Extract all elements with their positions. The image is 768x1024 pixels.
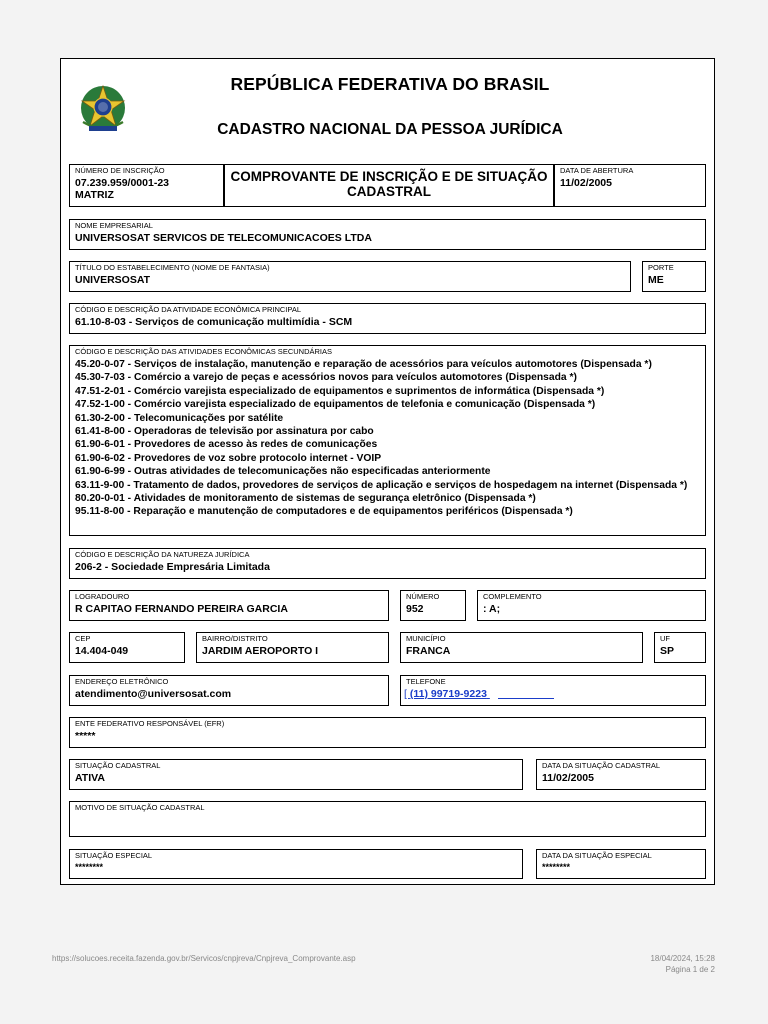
list-item: 47.52-1-00 - Comércio varejista especializado de equipamentos de telefonia e comunicação (Dispensada *) [75,399,596,411]
page-title: REPÚBLICA FEDERATIVA DO BRASIL [230,74,550,94]
list-item: 61.90-6-01 - Provedores de acesso às redes de comunicações [75,439,378,451]
titulo-label: TÍTULO DO ESTABELECIMENTO (NOME DE FANTASIA) [75,263,270,272]
complemento-value: : A; [483,603,501,615]
municipio-label: MUNICÍPIO [406,634,446,643]
list-item: 45.20-0-07 - Serviços de instalação, manutenção e reparação de acessórios para veículos automotores (Dispensada *) [75,359,652,370]
titulo-box [69,261,631,292]
email-value: atendimento@universosat.com [75,688,232,700]
telefone-underline [498,698,554,699]
porte-label: PORTE [648,263,674,272]
atividades-secundarias-list [75,358,700,519]
situacao-box [69,759,523,790]
abertura-label: DATA DE ABERTURA [560,166,634,175]
telefone-bracket: [ [404,688,410,700]
footer-datetime: 18/04/2024, 15:28 [650,954,715,963]
telefone-label: TELEFONE [406,677,446,686]
comprovante-title-box [224,164,554,207]
inscricao-label: NÚMERO DE INSCRIÇÃO [75,166,165,175]
numero-value: 952 [406,603,424,615]
page-subtitle: CADASTRO NACIONAL DA PESSOA JURÍDICA [217,121,563,138]
brazil-coat-of-arms-icon [77,82,129,136]
cep-label: CEP [75,634,91,643]
situacao-especial-box [69,849,523,879]
abertura-box [554,164,706,207]
municipio-box [400,632,643,663]
uf-label: UF [660,634,670,643]
atividade-principal-value: 61.10-8-03 - Serviços de comunicação multimídia - SCM [75,316,353,328]
uf-value: SP [660,645,675,657]
list-item: 45.30-7-03 - Comércio a varejo de peças e acessórios novos para veículos automotores (Dispensada *) [75,372,577,384]
footer-url: https://solucoes.receita.fazenda.gov.br/Servicos/cnpjreva/Cnpjreva_Comprovante.asp [52,954,356,963]
atividades-secundarias-label: CÓDIGO E DESCRIÇÃO DAS ATIVIDADES ECONÔMICAS SECUNDÁRIAS [75,347,332,356]
numero-box [400,590,466,621]
situacao-label: SITUAÇÃO CADASTRAL [75,761,161,770]
list-item: 61.30-2-00 - Telecomunicações por satélite [75,412,284,424]
bairro-box [196,632,389,663]
situacao-especial-label: SITUAÇÃO ESPECIAL [75,851,153,860]
data-situacao-value: 11/02/2005 [542,772,594,784]
porte-value: ME [648,274,664,286]
logradouro-value: R CAPITAO FERNANDO PEREIRA GARCIA [75,603,288,615]
cep-value: 14.404-049 [75,645,129,657]
situacao-especial-value: ******** [75,862,104,872]
comprovante-title: COMPROVANTE DE INSCRIÇÃO E DE SITUAÇÃO CADASTRAL [230,169,548,199]
situacao-value: ATIVA [75,772,105,784]
telefone-box [400,675,706,706]
inscricao-box [69,164,224,207]
list-item: 47.51-2-01 - Comércio varejista especializado de equipamentos e suprimentos de informática (Dispensada *) [75,385,605,397]
efr-box [69,717,706,748]
list-item: 61.41-8-00 - Operadoras de televisão por assinatura por cabo [75,426,374,438]
complemento-box [477,590,706,621]
atividade-principal-box [69,303,706,334]
email-box [69,675,389,706]
data-situacao-box [536,759,706,790]
data-situacao-especial-box [536,849,706,879]
bairro-value: JARDIM AEROPORTO I [202,645,319,657]
inscricao-value: 07.239.959/0001-23 [75,177,170,189]
inscricao-type: MATRIZ [75,189,114,201]
motivo-box [69,801,706,837]
abertura-value: 11/02/2005 [560,177,612,189]
complemento-label: COMPLEMENTO [483,592,542,601]
atividades-secundarias-box [69,345,706,536]
municipio-value: FRANCA [406,645,451,657]
list-item: 95.11-8-00 - Reparação e manutenção de computadores e de equipamentos periféricos (Dispensada *) [75,506,573,518]
logradouro-label: LOGRADOURO [75,592,130,601]
logradouro-box [69,590,389,621]
telefone-value-wrap[interactable] [404,688,554,700]
porte-box [642,261,706,292]
motivo-label: MOTIVO DE SITUAÇÃO CADASTRAL [75,803,205,812]
telefone-value[interactable]: (11) 99719-9223 [409,688,487,700]
list-item: 63.11-9-00 - Tratamento de dados, provedores de serviços de aplicação e serviços de hospedagem na internet (Dispensada *) [75,479,688,491]
email-label: ENDEREÇO ELETRÔNICO [75,677,169,686]
efr-value: ***** [75,730,96,742]
uf-box [654,632,706,663]
cep-box [69,632,185,663]
natureza-value: 206-2 - Sociedade Empresária Limitada [75,561,270,573]
atividade-principal-label: CÓDIGO E DESCRIÇÃO DA ATIVIDADE ECONÔMICA PRINCIPAL [75,305,302,314]
nome-empresarial-label: NOME EMPRESARIAL [75,221,153,230]
titulo-value: UNIVERSOSAT [75,274,151,286]
nome-empresarial-box [69,219,706,250]
list-item: 61.90-6-99 - Outras atividades de telecomunicações não especificadas anteriormente [75,466,491,478]
list-item: 61.90-6-02 - Provedores de voz sobre protocolo internet - VOIP [75,452,382,464]
telefone-link[interactable] [404,688,490,700]
footer-page-number: Página 1 de 2 [665,965,715,974]
numero-label: NÚMERO [406,592,440,601]
nome-empresarial-value: UNIVERSOSAT SERVICOS DE TELECOMUNICACOES LTDA [75,232,372,244]
list-item: 80.20-0-01 - Atividades de monitoramento de sistemas de segurança eletrônico (Dispensada *) [75,493,536,505]
natureza-label: CÓDIGO E DESCRIÇÃO DA NATUREZA JURÍDICA [75,550,250,559]
natureza-juridica-box [69,548,706,579]
data-situacao-especial-value: ******** [542,862,571,872]
bairro-label: BAIRRO/DISTRITO [202,634,268,643]
data-situacao-label: DATA DA SITUAÇÃO CADASTRAL [542,761,661,770]
data-situacao-especial-label: DATA DA SITUAÇÃO ESPECIAL [542,851,652,860]
efr-label: ENTE FEDERATIVO RESPONSÁVEL (EFR) [75,719,225,728]
